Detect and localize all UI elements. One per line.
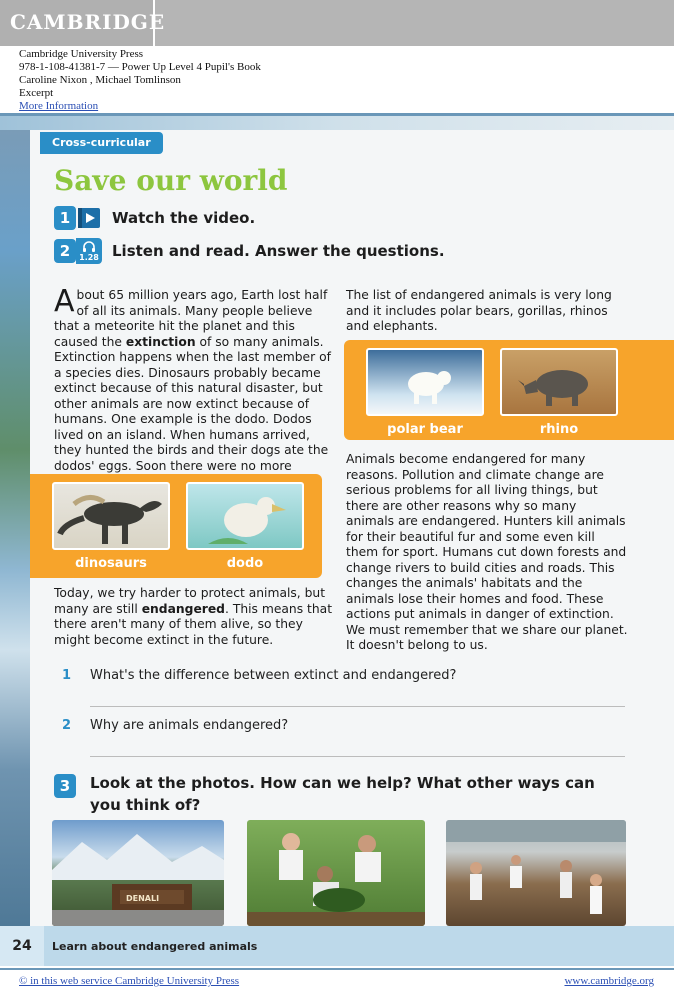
- question-2-text: Why are animals endangered?: [90, 718, 289, 733]
- more-information-link[interactable]: More Information: [19, 100, 99, 112]
- exercise-2: [54, 238, 445, 264]
- audio-track-number: 1.28: [79, 252, 99, 262]
- publisher-logo: [0, 0, 166, 46]
- isbn-line: 978-1-108-41381-7 — Power Up Level 4 Pupil's Book: [19, 61, 261, 73]
- clean-up-photo: [446, 820, 626, 926]
- dinosaurs-caption: dinosaurs: [75, 556, 147, 571]
- logo-text: CAMBRIDGE: [10, 10, 166, 34]
- answer-line-2[interactable]: [90, 756, 625, 757]
- dodo-caption: dodo: [226, 556, 264, 571]
- website-link[interactable]: www.cambridge.org: [564, 975, 654, 987]
- video-icon[interactable]: [76, 205, 102, 231]
- lesson-topic: Learn about endangered animals: [52, 940, 258, 953]
- copyright-link[interactable]: © in this web service Cambridge University Press: [19, 975, 240, 987]
- keyword-endangered: endangered: [141, 601, 225, 616]
- tree-planting-photo: [247, 820, 425, 926]
- book-page: [0, 116, 674, 966]
- polar-bear-caption: polar bear: [387, 422, 463, 437]
- park-sign-text: DENALI: [126, 894, 160, 903]
- rhino-image: [500, 348, 618, 416]
- page-title: Save our world: [54, 164, 288, 197]
- top-band: [0, 116, 674, 130]
- section-tag: Cross-curricular: [40, 132, 163, 154]
- question-1-text: What's the difference between extinct and endangered?: [90, 668, 457, 683]
- exercise-instruction: Look at the photos. How can we help? What other ways can you think of?: [90, 774, 595, 814]
- exercise-instruction: Listen and read. Answer the questions.: [112, 242, 445, 260]
- reading-paragraph-3: The list of endangered animals is very long and it includes polar bears, gorillas, rhinos and elephants.: [346, 288, 612, 333]
- authors-line: Caroline Nixon , Michael Tomlinson: [19, 74, 181, 86]
- reading-paragraph-1: About 65 million years ago, Earth lost half of all its animals. Many people believe that a meteorite hit the planet and this caused the extinction of so many animals. Extinction happens when the last member of a species dies. Dinosaurs probably became extinct because of this natural disaster, but other animals are now extinct because of humans. One example is the dodo. Dodos lived on an island. When humans arrived, they hunted the birds and their dogs ate the dodos' eggs. Soon there were no more: [54, 284, 331, 473]
- exercise-instruction: Watch the video.: [112, 209, 256, 227]
- book-metadata: [19, 48, 261, 113]
- national-park-photo: [52, 820, 224, 926]
- footer-divider: [0, 968, 674, 970]
- dodo-image: [186, 482, 304, 550]
- reading-paragraph-4: Animals become endangered for many reasons. Pollution and climate change are serious problems for all living things, but there are other reasons why so many animals are endangered. Hunters kill animals for their beautiful fur and some even kill them for sport. Humans cut down forests and change rivers to build cities and roads. This changes the animals' habitats and the animals lose their homes and food. These actions put animals in danger of extinction. We must remember that we share our planet. It doesn't belong to us.: [346, 452, 628, 652]
- exercise-1: [54, 205, 255, 231]
- excerpt-line: Excerpt: [19, 87, 54, 99]
- headphones-icon[interactable]: [76, 238, 102, 264]
- question-1-number: 1: [62, 668, 72, 683]
- reading-paragraph-2: Today, we try harder to protect animals, but many are still endangered. This means that there aren't many of them alive, so they might become extinct in the future.: [54, 586, 333, 647]
- question-2-number: 2: [62, 718, 72, 733]
- header-bar: [0, 0, 674, 46]
- drop-cap: A: [54, 284, 75, 319]
- exercise-number: 2: [54, 239, 76, 263]
- polar-bear-image: [366, 348, 484, 416]
- exercise-number: 3: [54, 774, 76, 798]
- exercise-number: 1: [54, 206, 76, 230]
- keyword-extinction: extinction: [125, 334, 196, 349]
- side-photo-strip: [0, 130, 30, 930]
- page-number: 24: [0, 926, 44, 966]
- rhino-caption: rhino: [539, 422, 579, 437]
- answer-line-1[interactable]: [90, 706, 625, 707]
- publisher-line: Cambridge University Press: [19, 48, 144, 60]
- dinosaurs-image: [52, 482, 170, 550]
